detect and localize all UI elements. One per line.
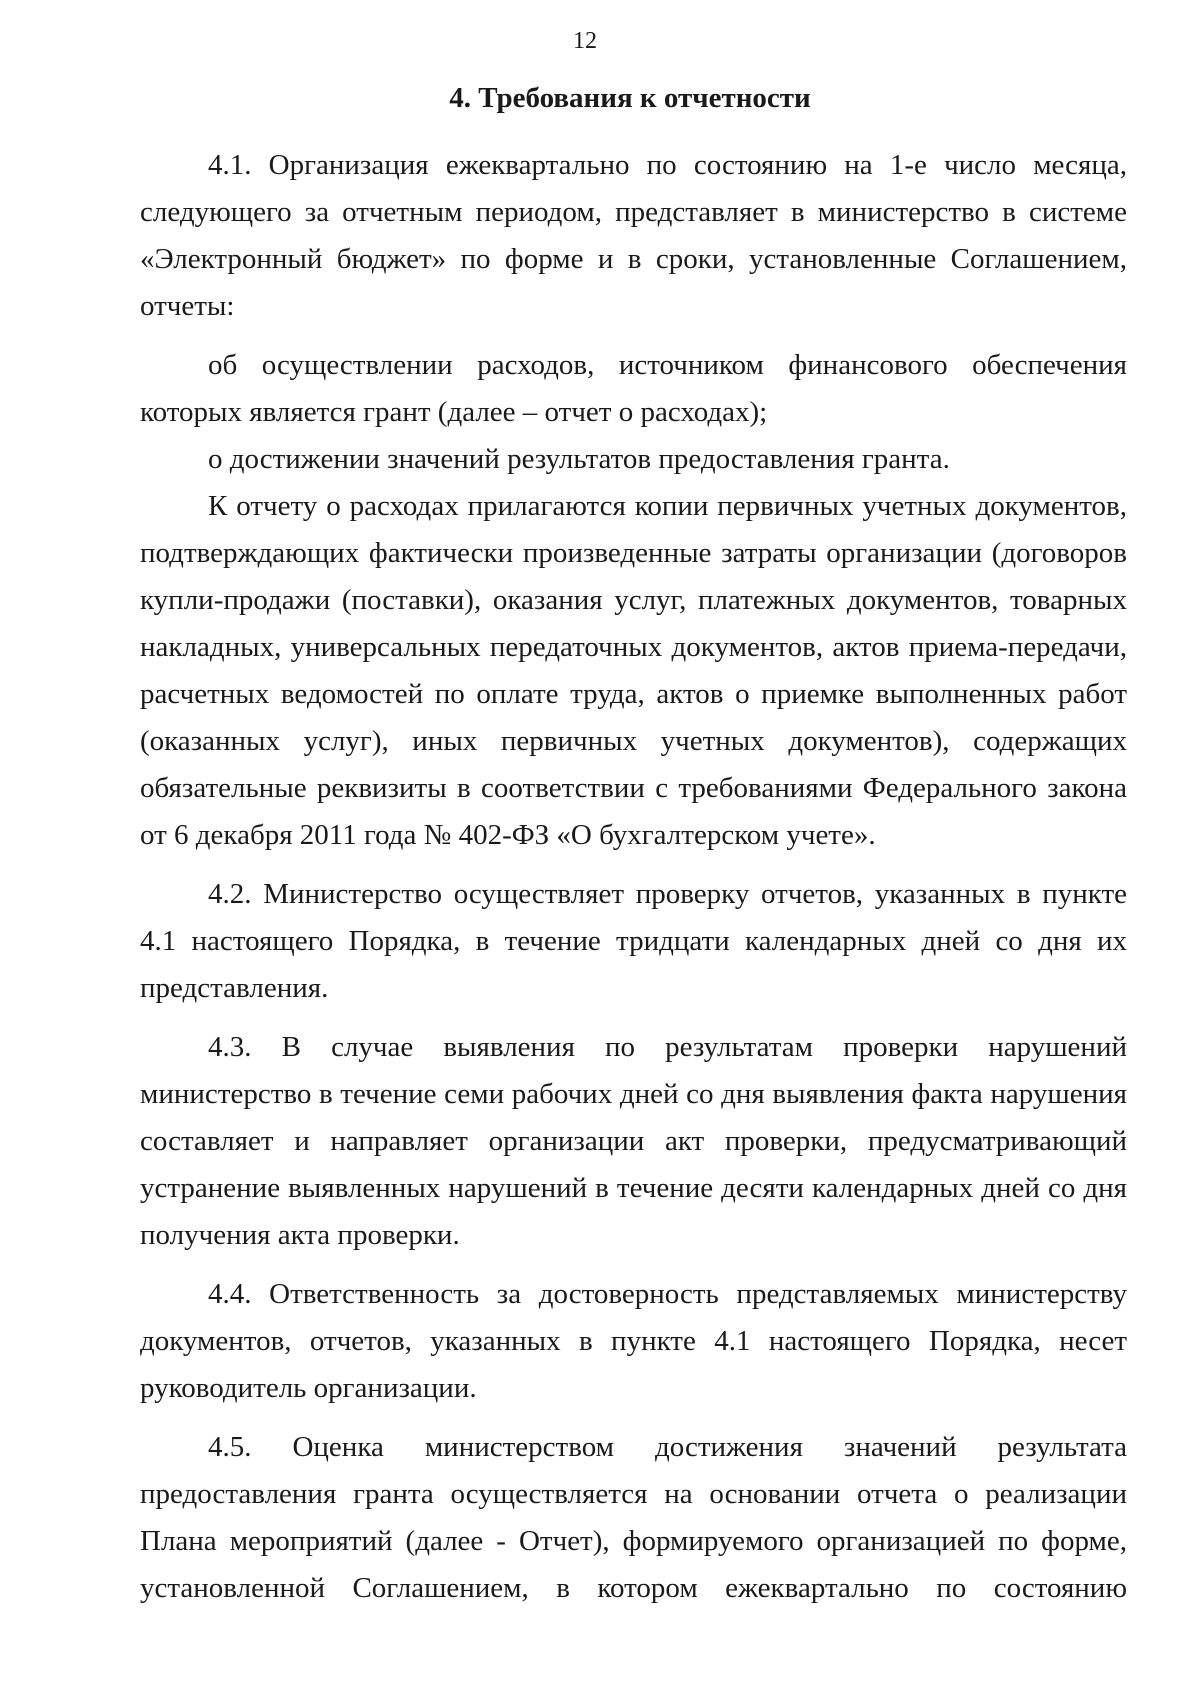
page-number: 12 <box>573 28 597 54</box>
section-heading: 4. Требования к отчетности <box>449 82 811 114</box>
paragraph-4-3: 4.3. В случае выявления по результатам проверки нарушений министерство в течение семи рабочих дней со дня выявления факта нарушения составляет и направляет организации акт проверки, предусматривающий устранение выявленных нарушений в течение десяти календарных дней со дня получения акта проверки. <box>140 1031 1127 1251</box>
paragraph-results-report: о достижении значений результатов предоставления гранта. <box>208 443 950 475</box>
paragraph-4-1: 4.1. Организация ежеквартально по состоянию на 1-е число месяца, следующего за отчетным периодом, представляет в министерство в системе «Электронный бюджет» по форме и в сроки, установленные Соглашением, отчеты: <box>140 149 1127 322</box>
paragraph-attachments: К отчету о расходах прилагаются копии первичных учетных документов, подтверждающих фактически произведенные затраты организации (договоров купли-продажи (поставки), оказания услуг, платежных документов, товарных накладных, универсальных передаточных документов, актов приема-передачи, расчетных ведомостей по оплате труда, актов о приемке выполненных работ (оказанных услуг), иных первичных учетных документов), содержащих обязательные реквизиты в соответствии с требованиями Федерального закона от 6 декабря 2011 года № 402-ФЗ «О бухгалтерском учете». <box>140 490 1127 851</box>
paragraph-4-5: 4.5. Оценка министерством достижения значений результата предоставления гранта осуществляется на основании отчета о реализации Плана мероприятий (далее - Отчет), формируемого организацией по форме, установленной Соглашением, в котором ежеквартально по состоянию <box>140 1431 1127 1604</box>
paragraph-expenses-report: об осуществлении расходов, источником финансового обеспечения которых является грант (далее – отчет о расходах); <box>140 349 1127 428</box>
document-body <box>140 142 1127 1612</box>
paragraph-4-2: 4.2. Министерство осуществляет проверку отчетов, указанных в пункте 4.1 настоящего Порядка, в течение тридцати календарных дней со дня их представления. <box>140 878 1127 1004</box>
paragraph-4-4: 4.4. Ответственность за достоверность представляемых министерству документов, отчетов, указанных в пункте 4.1 настоящего Порядка, несет руководитель организации. <box>140 1278 1127 1404</box>
